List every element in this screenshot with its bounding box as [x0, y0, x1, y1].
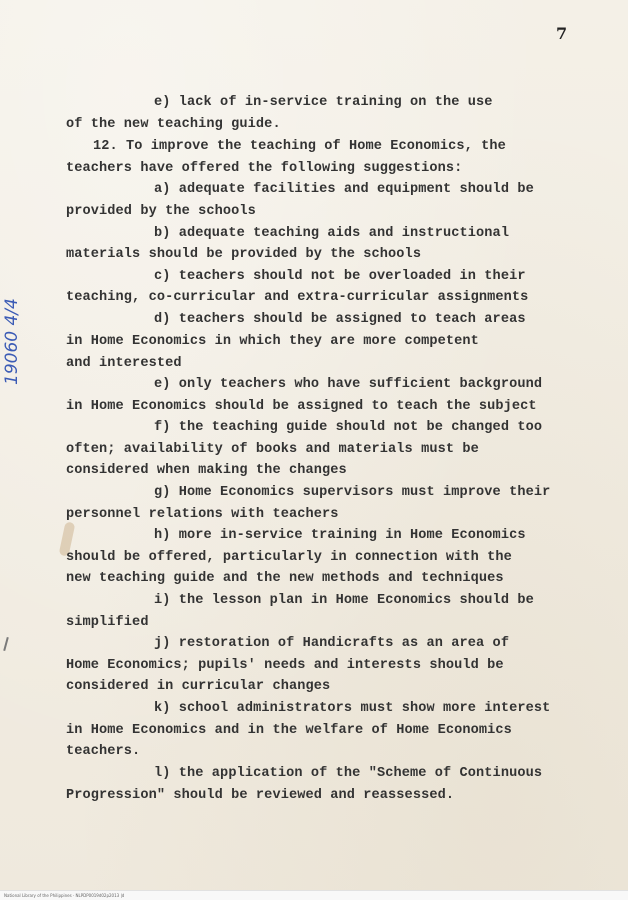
- handwritten-margin-note: 19060 4/4: [2, 298, 22, 385]
- text-line: l) the application of the "Scheme of Continuous: [154, 766, 543, 781]
- text-line: personnel relations with teachers: [66, 507, 339, 522]
- text-line: in Home Economics should be assigned to teach the subject: [66, 399, 537, 414]
- text-line: f) the teaching guide should not be changed too: [154, 420, 543, 435]
- text-line: i) the lesson plan in Home Economics should be: [154, 593, 534, 608]
- text-line: teachers have offered the following suggestions:: [66, 161, 463, 176]
- text-line: of the new teaching guide.: [66, 117, 281, 132]
- text-line: e) lack of in-service training on the use: [154, 95, 493, 110]
- text-line: teachers.: [66, 744, 141, 759]
- text-line: considered when making the changes: [66, 463, 347, 478]
- text-line: considered in curricular changes: [66, 679, 331, 694]
- pen-mark: [3, 637, 9, 651]
- text-line: teaching, co-curricular and extra-curricular assignments: [66, 290, 529, 305]
- text-line: in Home Economics in which they are more competent: [66, 334, 479, 349]
- page-number: 7: [556, 24, 568, 43]
- text-line: Progression" should be reviewed and reassessed.: [66, 788, 455, 803]
- text-line: Home Economics; pupils' needs and interests should be: [66, 658, 504, 673]
- text-line: d) teachers should be assigned to teach areas: [154, 312, 526, 327]
- text-line: 12. To improve the teaching of Home Economics, the: [93, 139, 506, 154]
- text-line: k) school administrators must show more interest: [154, 701, 551, 716]
- archive-footer: National Library of the Philippines · NLPDP0019d02p2013 |d: [4, 893, 125, 898]
- text-line: simplified: [66, 615, 149, 630]
- text-line: h) more in-service training in Home Economics: [154, 528, 526, 543]
- text-line: materials should be provided by the schools: [66, 247, 422, 262]
- text-line: j) restoration of Handicrafts as an area of: [154, 636, 510, 651]
- text-line: a) adequate facilities and equipment should be: [154, 182, 534, 197]
- text-line: g) Home Economics supervisors must improve their: [154, 485, 551, 500]
- text-line: provided by the schools: [66, 204, 256, 219]
- text-line: new teaching guide and the new methods and techniques: [66, 571, 504, 586]
- text-line: should be offered, particularly in connection with the: [66, 550, 512, 565]
- text-line: b) adequate teaching aids and instructional: [154, 226, 510, 241]
- text-line: in Home Economics and in the welfare of Home Economics: [66, 723, 512, 738]
- text-line: e) only teachers who have sufficient background: [154, 377, 543, 392]
- text-line: and interested: [66, 356, 182, 371]
- text-line: c) teachers should not be overloaded in their: [154, 269, 526, 284]
- text-line: often; availability of books and materials must be: [66, 442, 479, 457]
